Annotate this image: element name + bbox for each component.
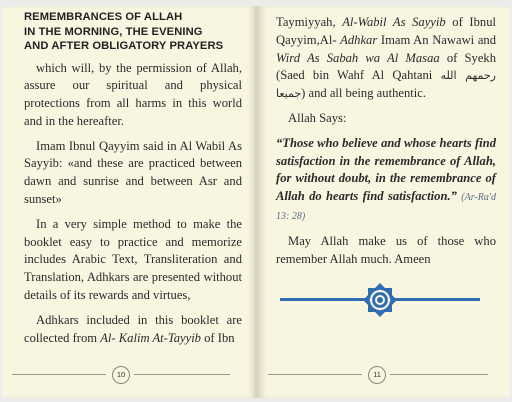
paragraph-sources-continued: [276, 14, 496, 103]
heading-line-2: IN THE MORNING, THE EVENING: [24, 25, 203, 38]
footer-rule-right: [134, 374, 230, 375]
section-heading: [24, 10, 242, 54]
left-page-body: [24, 60, 242, 348]
src-cont-3: Imam An Nawawi and: [377, 32, 496, 47]
footer-rule-right: [390, 374, 488, 375]
sources-text-start: Adhkars included in this booklet are collected from: [24, 312, 242, 345]
footer-rule-left: [268, 374, 362, 375]
right-page-footer: [268, 366, 500, 384]
left-page: [2, 6, 256, 398]
sources-text-end: of Ibn: [200, 330, 235, 345]
sources-book-title: Al- Kalim At-Tayyib: [100, 330, 201, 345]
src-cont-2: of Ibnul Qayyim,Al-: [276, 15, 496, 47]
src-cont-4: of Syekh (Saed bin Wahf Al Qahtani: [276, 50, 497, 83]
allah-says-label: Allah Says:: [288, 110, 347, 125]
heading-line-3: AND AFTER OBLIGATORY PRAYERS: [24, 40, 224, 52]
src-cont-1: Taymiyyah,: [276, 15, 343, 29]
paragraph-protection: which will, by the permission of Allah, assure our spiritual and physical protections from all harms in this world and in the hereafter.: [24, 60, 242, 128]
closing-prayer: May Allah make us of those who remember Allah much. Ameen: [276, 233, 496, 266]
footer-rule-left: [12, 374, 106, 375]
quote-reference: (Ar-Ra'd 13: 28): [276, 192, 496, 222]
src-book-adhkar: Adhkar: [340, 32, 378, 47]
left-page-footer: [12, 366, 246, 384]
paragraph-method: In a very simple method to make the booklet easy to practice and memorize includes Arabic Text, Transliteration and Translation, Adhkars are presented without details of its rewards and virtues,: [24, 216, 242, 303]
quran-quote: [276, 135, 496, 226]
paragraph-ibnul-qayyim: Imam Ibnul Qayyim said in Al Wabil As Sayyib: «and these are practiced between dawn and sunrise and between Asr and sunset»: [24, 138, 242, 207]
right-page: [258, 6, 510, 398]
arabic-phrase: رحمهم الله جميعا: [276, 69, 496, 101]
heading-line-1: REMEMBRANCES OF ALLAH: [24, 11, 183, 23]
quote-text: “Those who believe and whose hearts find satisfaction in the remembrance of Allah, for without doubt, in the remembrance of Allah do hearts find satisfaction.”: [276, 135, 496, 204]
paragraph-sources: [24, 312, 242, 348]
right-page-body: [276, 14, 496, 268]
src-book-wabil: Al-Wabil As Sayyib: [342, 15, 446, 29]
page-number-left: 10: [112, 366, 130, 384]
blue-floral-ornament-icon: [362, 282, 398, 318]
page-number-right: 11: [368, 366, 386, 384]
src-book-wird: Wird As Sabah wa Al Masaa: [276, 50, 440, 65]
src-cont-5: ) and all being authentic.: [301, 86, 426, 101]
